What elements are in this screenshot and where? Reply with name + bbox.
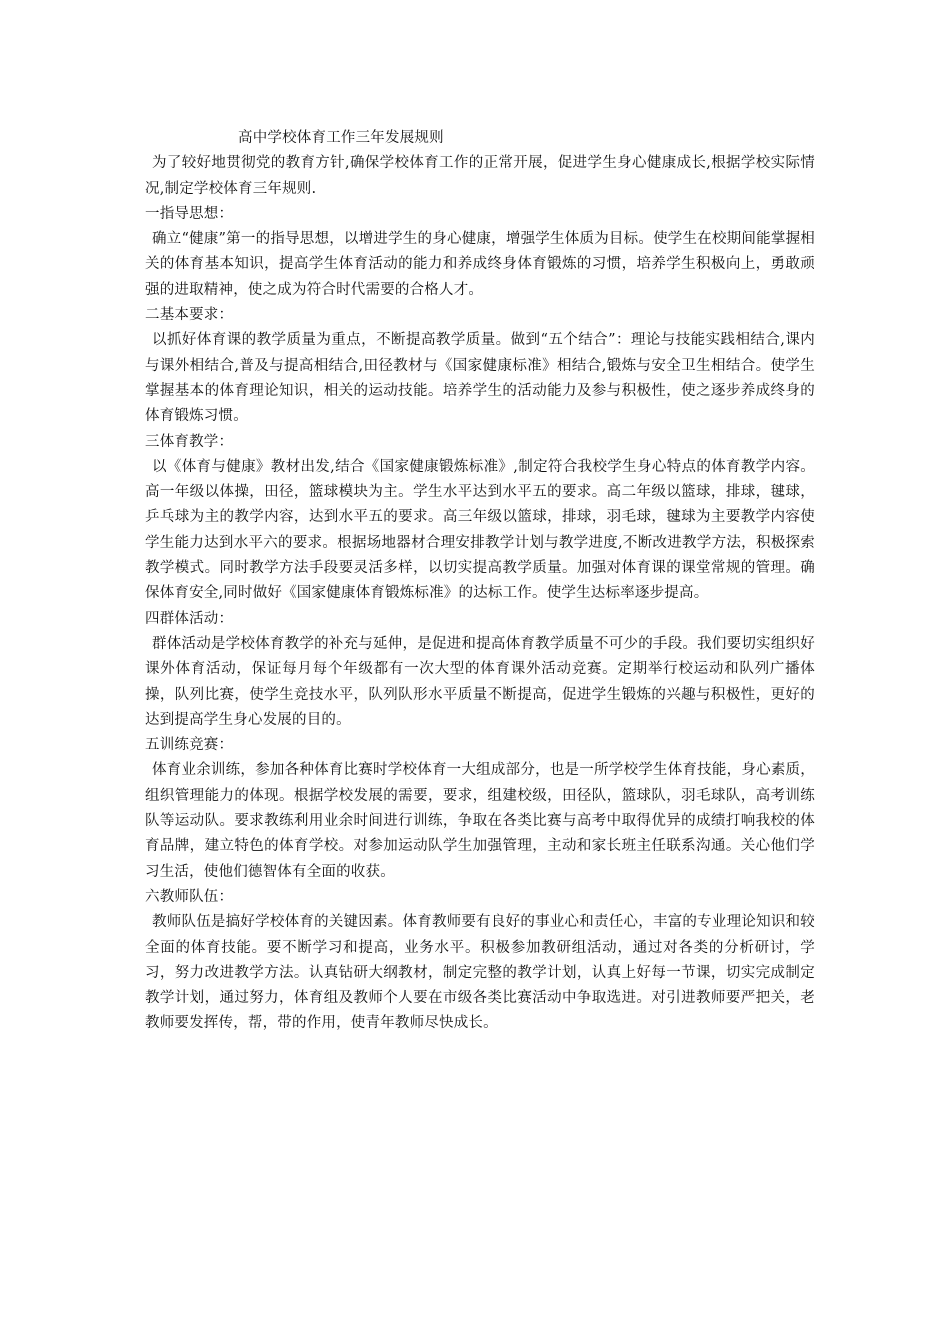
section-heading-guiding-ideology: 一指导思想： [145,205,234,222]
section-heading-pe-teaching: 三体育教学： [145,433,234,450]
section-body-pe-teaching: 以《体育与健康》教材出发,结合《国家健康锻炼标准》,制定符合我校学生身心特点的体育教学内容。高一年级以体操，田径，篮球模块为主。学生水平达到水平五的要求。高二年级以篮球，排球，毽球，乒乓球为主的教学内容，达到水平五的要求。高三年级以篮球，排球，羽毛球，毽球为主要教学内容使学生能力达到水平六的要求。根据场地器材合理安排教学计划与教学进度,不断改进教学方法，积极探索教学模式。同时教学方法手段要灵活多样，以切实提高教学质量。加强对体育课的课堂常规的管理。确保体育安全,同时做好《国家健康体育锻炼标准》的达标工作。使学生达标率逐步提高。 [145,458,815,602]
section-heading-basic-requirements: 二基本要求： [145,307,234,324]
section-body-basic-requirements: 以抓好体育课的教学质量为重点，不断提高教学质量。做到“五个结合”：理论与技能实践相结合,课内与课外相结合,普及与提高相结合,田径教材与《国家健康标准》相结合,锻炼与安全卫生相结合。使学生掌握基本的体育理论知识，相关的运动技能。培养学生的活动能力及参与积极性，使之逐步养成终身的体育锻炼习惯。 [145,332,815,425]
document-title: 高中学校体育工作三年发展规则 [238,130,444,146]
section-body-group-activities: 群体活动是学校体育教学的补充与延伸，是促进和提高体育教学质量不可少的手段。我们要切实组织好课外体育活动，保证每月每个年级都有一次大型的体育课外活动竞赛。定期举行校运动和队列广播体操，队列比赛，使学生竞技水平，队列队形水平质量不断提高，促进学生锻炼的兴趣与积极性，更好的达到提高学生身心发展的目的。 [145,635,815,728]
section-body-teaching-staff: 教师队伍是搞好学校体育的关键因素。体育教师要有良好的事业心和责任心，丰富的专业理论知识和较全面的体育技能。要不断学习和提高，业务水平。积极参加教研组活动，通过对各类的分析研讨，学习，努力改进教学方法。认真钻研大纲教材，制定完整的教学计划，认真上好每一节课，切实完成制定教学计划，通过努力，体育组及教师个人要在市级各类比赛活动中争取选进。对引进教师要严把关，老教师要发挥传，帮，带的作用，使青年教师尽快成长。 [145,914,815,1032]
section-body-guiding-ideology: 确立“健康”第一的指导思想，以增进学生的身心健康，增强学生体质为目标。使学生在校期间能掌握相关的体育基本知识，提高学生体育活动的能力和养成终身体育锻炼的习惯，培养学生积极向上，勇敢顽强的进取精神，使之成为符合时代需要的合格人才。 [145,231,815,298]
document-content [145,126,815,1037]
section-heading-training-competition: 五训练竞赛： [145,737,234,754]
section-heading-teaching-staff: 六教师队伍： [145,888,234,905]
section-body-training-competition: 体育业余训练，参加各种体育比赛时学校体育一大组成部分，也是一所学校学生体育技能，身心素质，组织管理能力的体现。根据学校发展的需要，要求，组建校级，田径队，篮球队，羽毛球队，高考训练队等运动队。要求教练利用业余时间进行训练，争取在各类比赛与高考中取得优异的成绩打响我校的体育品牌，建立特色的体育学校。对参加运动队学生加强管理，主动和家长班主任联系沟通。关心他们学习生活，使他们德智体有全面的收获。 [145,762,815,880]
section-heading-group-activities: 四群体活动： [145,610,234,627]
intro-paragraph: 为了较好地贯彻党的教育方针,确保学校体育工作的正常开展，促进学生身心健康成长,根据学校实际情况,制定学校体育三年规则. [145,155,815,197]
